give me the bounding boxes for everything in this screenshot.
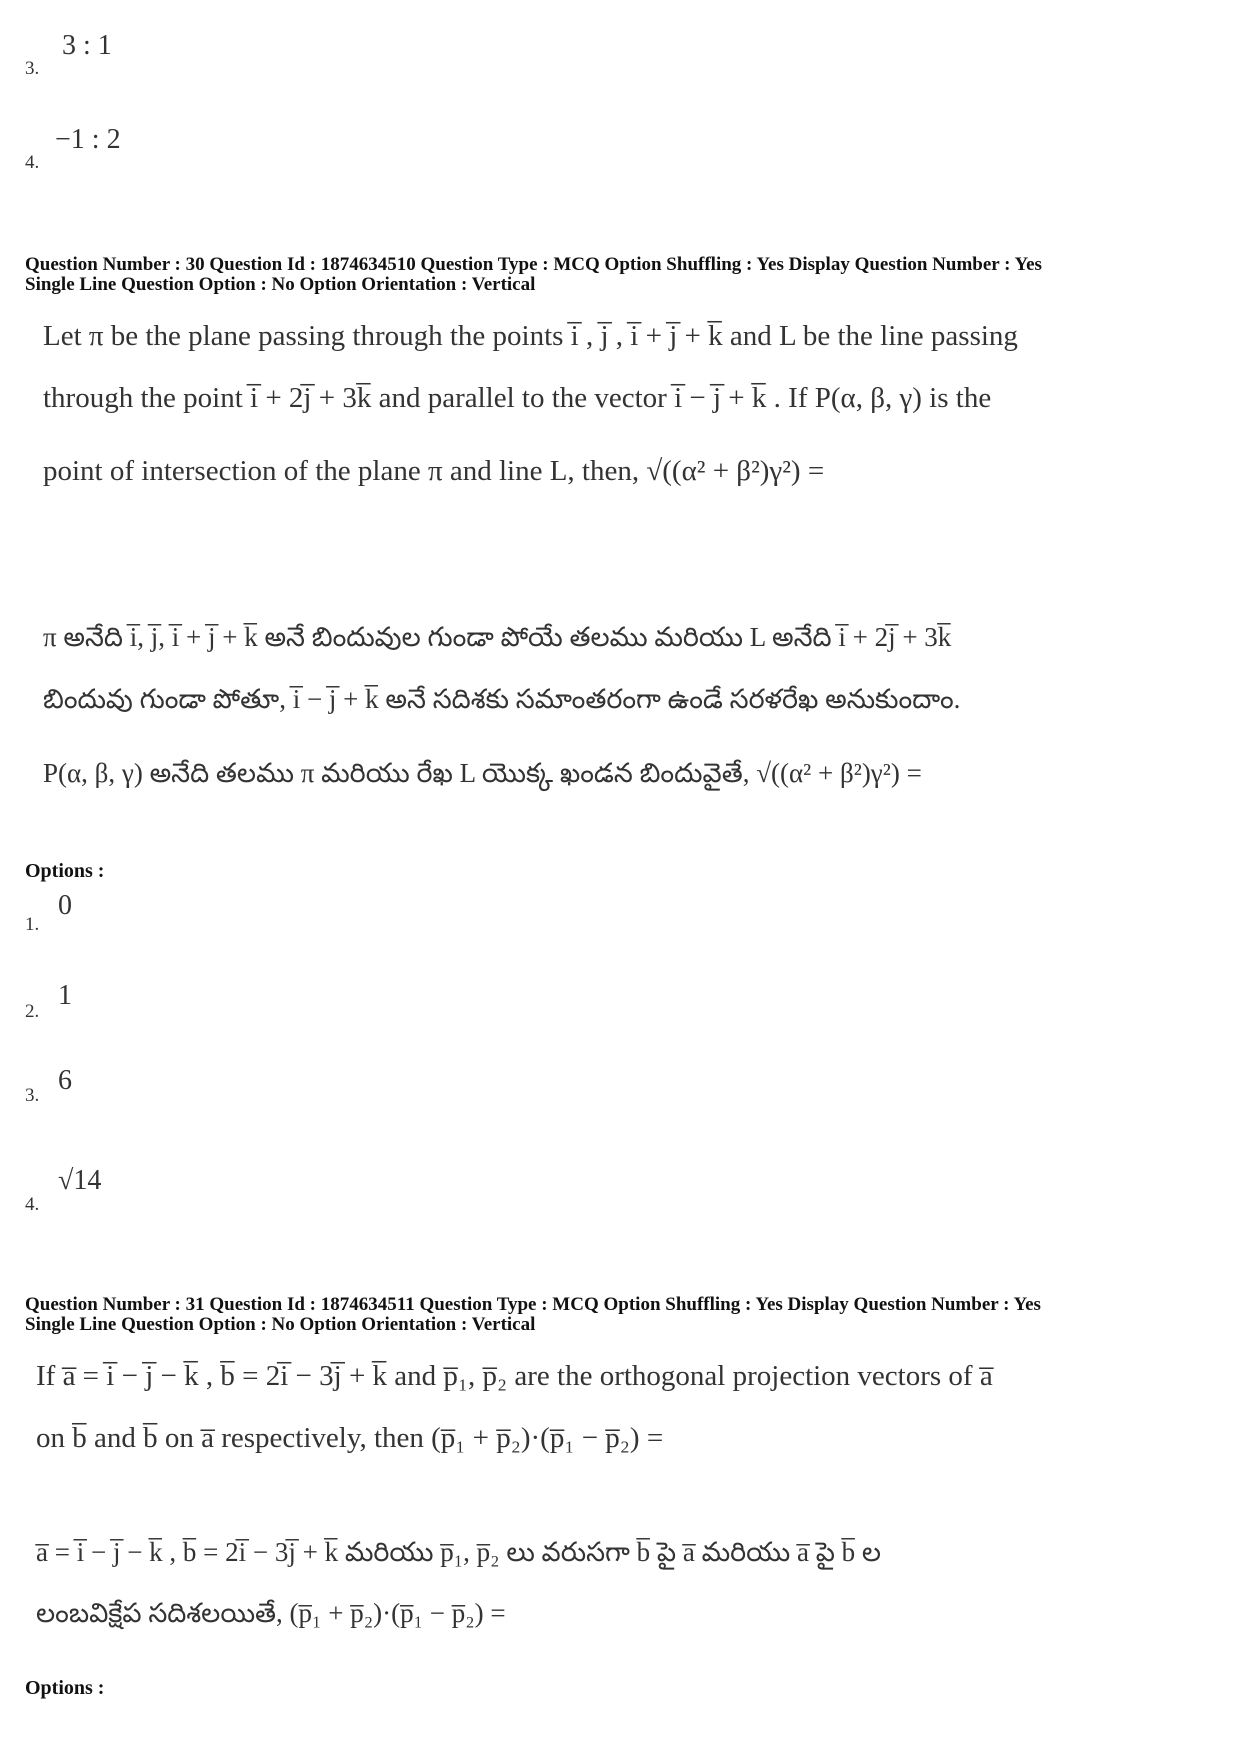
option-number: 1. [25,914,40,935]
question-text-en: Let π be the plane passing through the points i̅ , j̅ , i̅ + j̅ + k̅ and L be the line passing [43,320,1018,352]
question-header: Question Number : 30 Question Id : 1874634510 Question Type : MCQ Option Shuffling : Yes Display Question Number : Yes [25,254,1042,275]
question-text-en: If a̅ = i̅ − j̅ − k̅ , b̅ = 2i̅ − 3j̅ + k̅ and p̅₁, p̅₂ are the orthogonal projection vectors of a̅ [36,1360,993,1392]
option-value: 6 [58,1065,72,1096]
question-text-te: π అనేది i̅, j̅, i̅ + j̅ + k̅ అనే బిందువుల గుండా పోయే తలము మరియు L అనేది i̅ + 2j̅ + 3k̅ [43,622,952,652]
option-value: −1 : 2 [55,124,121,155]
question-text-te: a̅ = i̅ − j̅ − k̅ , b̅ = 2i̅ − 3j̅ + k̅ మరియు p̅₁, p̅₂ లు వరుసగా b̅ పై a̅ మరియు a̅ పై b̅ ల [36,1537,882,1567]
option-number: 2. [25,1001,40,1022]
question-header-line2: Single Line Question Option : No Option Orientation : Vertical [25,1314,536,1335]
option-number: 3. [25,58,40,79]
question-header: Question Number : 31 Question Id : 1874634511 Question Type : MCQ Option Shuffling : Yes Display Question Number : Yes [25,1294,1041,1315]
option-number: 4. [25,1194,40,1215]
question-text-te: లంబవిక్షేప సదిశలయితే, (p̅₁ + p̅₂)·(p̅₁ − p̅₂) = [36,1598,506,1628]
option-value: 1 [58,980,72,1011]
question-header-line2: Single Line Question Option : No Option Orientation : Vertical [25,274,536,295]
option-number: 3. [25,1085,40,1106]
option-value: 3 : 1 [62,30,112,61]
question-text-en: point of intersection of the plane π and line L, then, √((α² + β²)γ²) = [43,455,825,487]
option-value: 0 [58,890,72,921]
question-text-en: through the point i̅ + 2j̅ + 3k̅ and parallel to the vector i̅ − j̅ + k̅ . If P(α, β, γ) is the [43,382,992,414]
option-value: √14 [58,1165,102,1196]
option-number: 4. [25,152,40,173]
options-label: Options : [25,1677,105,1699]
question-text-te: P(α, β, γ) అనేది తలము π మరియు రేఖ L యొక్క ఖండన బిందువైతే, √((α² + β²)γ²) = [43,758,922,788]
options-label: Options : [25,860,105,882]
question-text-te: బిందువు గుండా పోతూ, i̅ − j̅ + k̅ అనే సదిశకు సమాంతరంగా ఉండే సరళరేఖ అనుకుందాం. [43,684,961,714]
question-text-en: on b̅ and b̅ on a̅ respectively, then (p̅₁ + p̅₂)·(p̅₁ − p̅₂) = [36,1422,664,1454]
